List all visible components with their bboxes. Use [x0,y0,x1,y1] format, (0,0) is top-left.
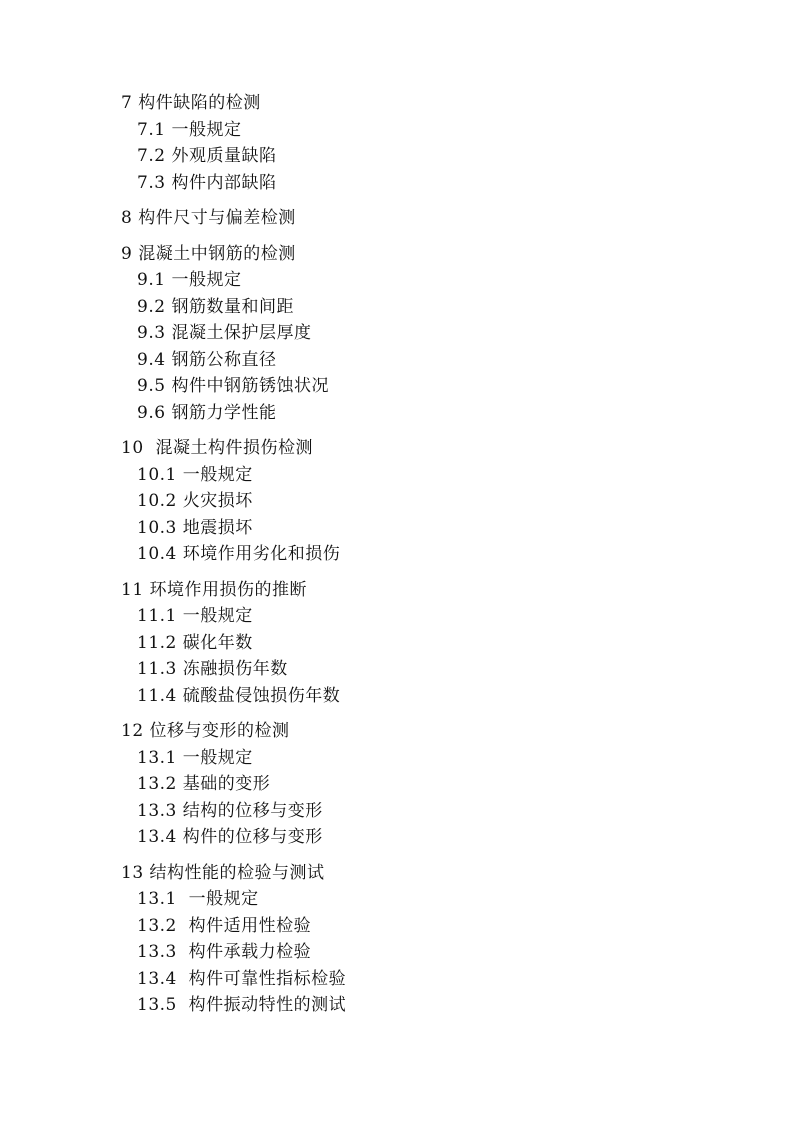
toc-entry-10-1: 10.1 一般规定 [137,464,253,485]
toc-entry-12-1: 13.1 一般规定 [137,747,253,768]
toc-section-13 [121,860,734,1019]
toc-entry-11-2: 11.2 碳化年数 [137,632,253,653]
toc-section-9 [121,241,734,427]
toc-heading-7: 7 构件缺陷的检测 [121,93,261,113]
toc-entry-7-2: 7.2 外观质量缺陷 [137,146,277,166]
toc-entry-10-4: 10.4 环境作用劣化和损伤 [137,544,341,564]
toc-heading-8: 8 构件尺寸与偏差检测 [121,208,296,228]
toc-entry-10-2: 10.2 火灾损坏 [137,491,253,511]
toc-heading-13: 13 结构性能的检验与测试 [121,862,325,883]
toc-entry-10-3: 10.3 地震损坏 [137,517,253,538]
toc-section-7 [121,90,734,196]
toc-entry-9-2: 9.2 钢筋数量和间距 [137,296,294,317]
toc-entry-12-4: 13.4 构件的位移与变形 [137,827,323,847]
table-of-contents [121,90,734,1028]
toc-entry-7-1: 7.1 一般规定 [137,119,242,140]
toc-entry-13-1: 13.1 一般规定 [137,889,259,909]
toc-entry-9-5: 9.5 构件中钢筋锈蚀状况 [137,376,329,396]
toc-entry-9-4: 9.4 钢筋公称直径 [137,349,277,370]
toc-entry-13-5: 13.5 构件振动特性的测试 [137,995,347,1015]
toc-entry-11-3: 11.3 冻融损伤年数 [137,659,288,679]
toc-entry-11-1: 11.1 一般规定 [137,606,253,626]
toc-heading-10: 10 混凝土构件损伤检测 [121,438,313,458]
toc-entry-9-3: 9.3 混凝土保护层厚度 [137,323,312,343]
toc-entry-9-6: 9.6 钢筋力学性能 [137,402,277,423]
toc-entry-7-3: 7.3 构件内部缺陷 [137,172,277,193]
toc-heading-12: 12 位移与变形的检测 [121,721,290,741]
toc-section-11 [121,577,734,710]
toc-section-10 [121,435,734,568]
toc-entry-11-4: 11.4 硫酸盐侵蚀损伤年数 [137,685,341,706]
toc-entry-12-2: 13.2 基础的变形 [137,774,271,794]
toc-section-12 [121,718,734,851]
toc-entry-13-4: 13.4 构件可靠性指标检验 [137,968,347,989]
toc-entry-12-3: 13.3 结构的位移与变形 [137,800,323,821]
toc-heading-11: 11 环境作用损伤的推断 [121,579,308,600]
toc-entry-13-3: 13.3 构件承载力检验 [137,942,312,962]
toc-section-8 [121,205,734,232]
toc-heading-9: 9 混凝土中钢筋的检测 [121,243,296,264]
toc-entry-9-1: 9.1 一般规定 [137,270,242,290]
toc-entry-13-2: 13.2 构件适用性检验 [137,915,312,936]
